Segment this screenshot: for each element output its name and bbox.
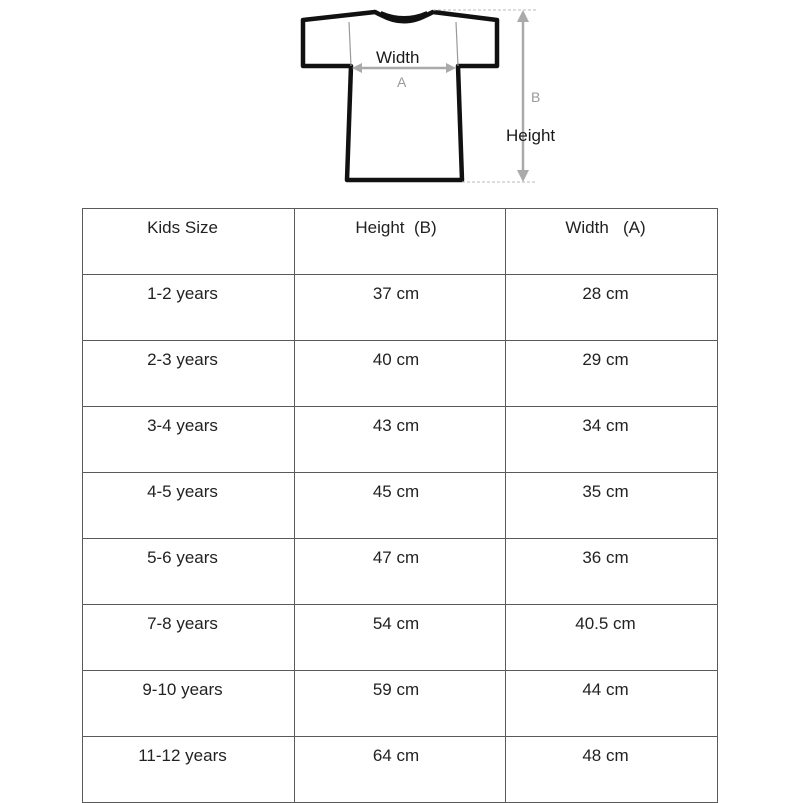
header-height: Height (B) (295, 209, 506, 275)
cell-size: 5-6 years (83, 539, 295, 605)
table-row (83, 407, 718, 473)
cell-height: 43 cm (295, 407, 506, 473)
size-chart-table (82, 208, 718, 803)
cell-size: 7-8 years (83, 605, 295, 671)
table-row (83, 671, 718, 737)
table-header-row (83, 209, 718, 275)
table-row (83, 605, 718, 671)
table-row (83, 539, 718, 605)
table-row (83, 341, 718, 407)
cell-width: 44 cm (506, 671, 718, 737)
width-label: Width (376, 48, 420, 67)
cell-height: 64 cm (295, 737, 506, 803)
tshirt-outline-icon (0, 0, 800, 200)
width-letter: A (397, 74, 407, 90)
cell-size: 11-12 years (83, 737, 295, 803)
cell-size: 1-2 years (83, 275, 295, 341)
header-width: Width (A) (506, 209, 718, 275)
table-row (83, 473, 718, 539)
cell-size: 9-10 years (83, 671, 295, 737)
cell-size: 2-3 years (83, 341, 295, 407)
cell-width: 34 cm (506, 407, 718, 473)
cell-size: 3-4 years (83, 407, 295, 473)
cell-height: 59 cm (295, 671, 506, 737)
cell-size: 4-5 years (83, 473, 295, 539)
cell-width: 48 cm (506, 737, 718, 803)
cell-width: 28 cm (506, 275, 718, 341)
cell-width: 29 cm (506, 341, 718, 407)
header-kids-size: Kids Size (83, 209, 295, 275)
cell-height: 45 cm (295, 473, 506, 539)
height-letter: B (531, 89, 541, 105)
cell-height: 37 cm (295, 275, 506, 341)
table-row (83, 275, 718, 341)
height-label: Height (506, 126, 556, 145)
cell-width: 35 cm (506, 473, 718, 539)
tshirt-measurement-diagram (0, 0, 800, 200)
cell-width: 36 cm (506, 539, 718, 605)
cell-height: 54 cm (295, 605, 506, 671)
table-row (83, 737, 718, 803)
cell-width: 40.5 cm (506, 605, 718, 671)
cell-height: 40 cm (295, 341, 506, 407)
cell-height: 47 cm (295, 539, 506, 605)
